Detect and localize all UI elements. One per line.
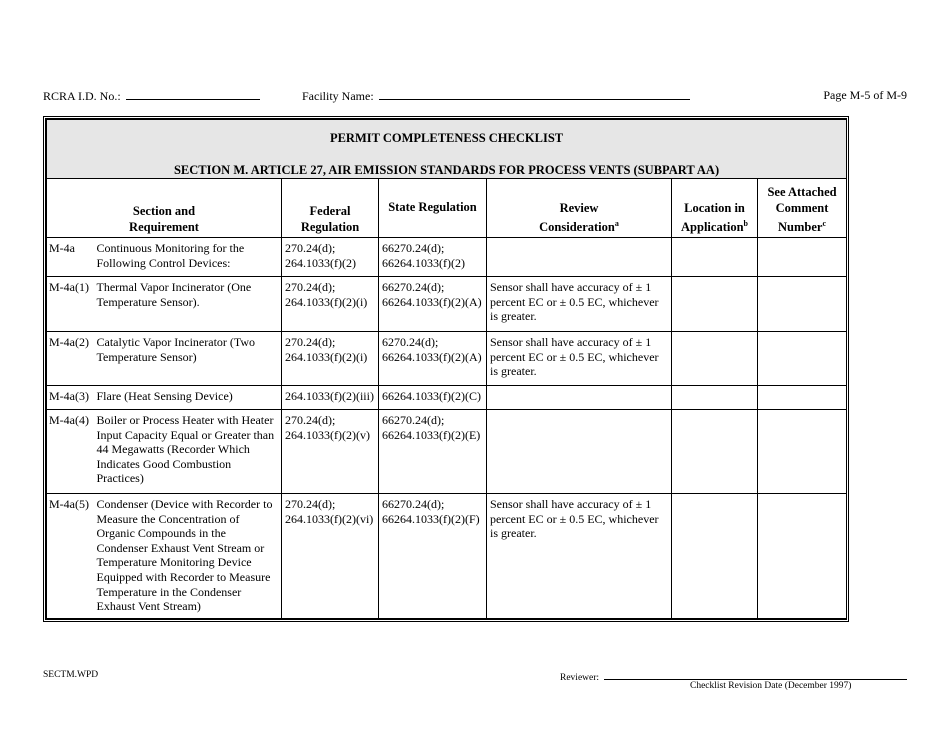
file-name: SECTM.WPD [43,670,99,680]
checklist-table-frame [43,116,849,622]
row-state-regulation: 6270.24(d); 66264.1033(f)(2)(A) [379,332,487,386]
page-number: Page M-5 of M-9 [823,88,907,102]
row-review-consideration: Sensor shall have accuracy of ± 1 percent EC or ± 0.5 EC, whichever is greater. [487,277,672,332]
table-row [47,494,847,619]
row-location-in-application [672,494,758,619]
row-location-in-application [672,238,758,277]
row-state-regulation: 66270.24(d); 66264.1033(f)(2) [379,238,487,277]
row-number: M-4a(5) [47,494,95,619]
row-number: M-4a [47,238,95,277]
row-comment-number [758,332,847,386]
row-requirement: Catalytic Vapor Incinerator (Two Temperature Sensor) [95,332,282,386]
row-requirement: Continuous Monitoring for the Following Control Devices: [95,238,282,277]
col-header-state: State Regulation [379,179,487,238]
table-row [47,410,847,494]
col-header-comment: See Attached Comment Number$^c$ [758,179,847,238]
table-title-block [47,120,847,179]
col-header-location: Location in Application$^b$ [672,179,758,238]
row-federal-regulation: 264.1033(f)(2)(iii) [282,386,379,410]
row-review-consideration [487,238,672,277]
facility-name-blank [379,88,690,100]
col-header-section: Section and Requirement [47,179,282,238]
reviewer-label: Reviewer: [560,673,600,683]
col-header-review: Review Consideration$^a$ [487,179,672,238]
row-location-in-application [672,410,758,494]
col-header-federal: Federal Regulation [282,179,379,238]
row-state-regulation: 66264.1033(f)(2)(C) [379,386,487,410]
row-number: M-4a(3) [47,386,95,410]
row-state-regulation: 66270.24(d); 66264.1033(f)(2)(A) [379,277,487,332]
row-review-consideration: Sensor shall have accuracy of ± 1 percent EC or ± 0.5 EC, whichever is greater. [487,494,672,619]
row-number: M-4a(1) [47,277,95,332]
row-requirement: Thermal Vapor Incinerator (One Temperature Sensor). [95,277,282,332]
row-federal-regulation: 270.24(d); 264.1033(f)(2)(i) [282,277,379,332]
row-number: M-4a(2) [47,332,95,386]
rcra-id-label: RCRA I.D. No.: [43,89,121,103]
rcra-id-blank [126,88,260,100]
facility-name-field [302,88,690,104]
reviewer-blank [604,670,907,680]
row-number: M-4a(4) [47,410,95,494]
row-requirement: Boiler or Process Heater with Heater Input Capacity Equal or Greater than 44 Megawatts (Recorder Which Indicates Good Combustion Practices) [95,410,282,494]
row-federal-regulation: 270.24(d); 264.1033(f)(2)(vi) [282,494,379,619]
row-location-in-application [672,386,758,410]
revision-date: Checklist Revision Date (December 1997) [690,681,852,691]
row-review-consideration [487,410,672,494]
row-comment-number [758,238,847,277]
row-federal-regulation: 270.24(d); 264.1033(f)(2)(v) [282,410,379,494]
row-comment-number [758,386,847,410]
row-comment-number [758,410,847,494]
table-row [47,238,847,277]
row-location-in-application [672,277,758,332]
row-state-regulation: 66270.24(d); 66264.1033(f)(2)(E) [379,410,487,494]
row-comment-number [758,494,847,619]
table-row [47,386,847,410]
checklist-table [46,119,847,619]
row-review-consideration: Sensor shall have accuracy of ± 1 percent EC or ± 0.5 EC, whichever is greater. [487,332,672,386]
row-state-regulation: 66270.24(d); 66264.1033(f)(2)(F) [379,494,487,619]
row-location-in-application [672,332,758,386]
row-federal-regulation: 270.24(d); 264.1033(f)(2) [282,238,379,277]
facility-name-label: Facility Name: [302,89,374,103]
rcra-id-field [43,88,260,104]
table-row [47,332,847,386]
row-requirement: Condenser (Device with Recorder to Measure the Concentration of Organic Compounds in the Condenser Exhaust Vent Stream or Temperature Monitoring Device Equipped with Recorder to Measure Temperature in the Condenser Exhaust Vent Stream) [95,494,282,619]
row-comment-number [758,277,847,332]
section-title: SECTION M. ARTICLE 27, AIR EMISSION STANDARDS FOR PROCESS VENTS (SUBPART AA) [173,163,720,177]
table-title: PERMIT COMPLETENESS CHECKLIST [329,131,564,145]
row-review-consideration [487,386,672,410]
table-row [47,277,847,332]
row-requirement: Flare (Heat Sensing Device) [95,386,282,410]
row-federal-regulation: 270.24(d); 264.1033(f)(2)(i) [282,332,379,386]
